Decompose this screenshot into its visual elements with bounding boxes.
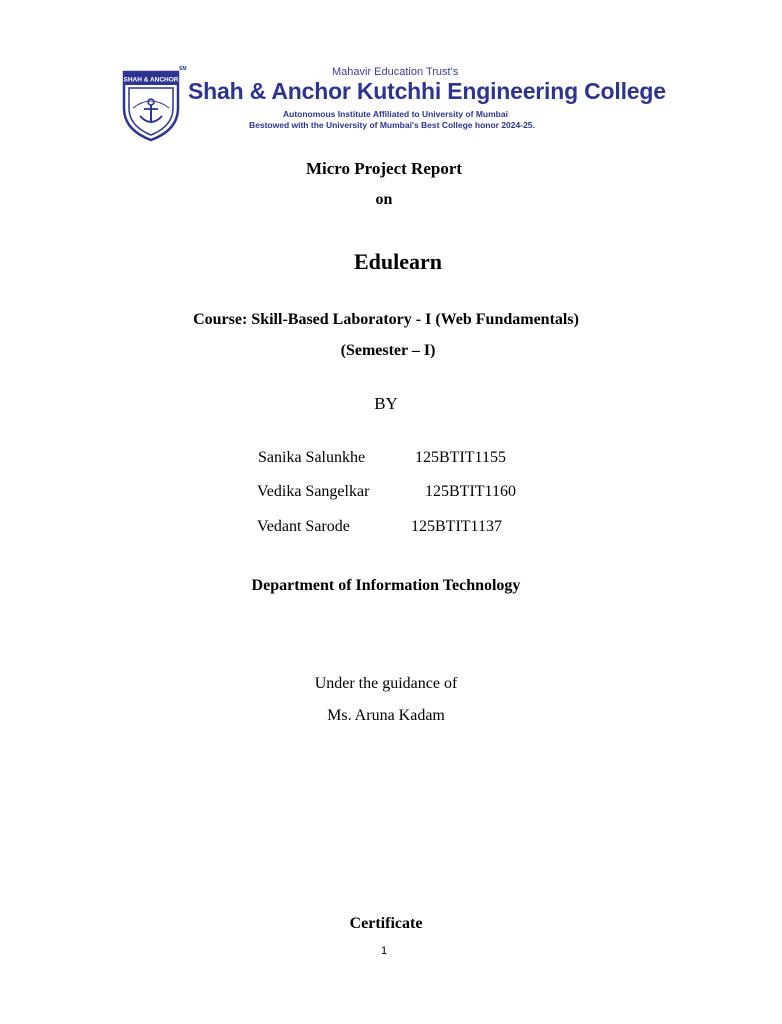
department-name: Department of Information Technology xyxy=(251,577,521,594)
project-title: Edulearn xyxy=(353,249,443,274)
crest-trademark: SM xyxy=(179,66,187,72)
crest-text: SHAH & ANCHOR xyxy=(123,76,179,84)
course-title: Course: Skill-Based Laboratory - I (Web Fundamentals) xyxy=(193,311,579,328)
member-name: Vedika Sangelkar xyxy=(257,483,370,500)
guide-name: Ms. Aruna Kadam xyxy=(327,707,445,724)
affiliation-text: Autonomous Institute Affiliated to University of Mumbai xyxy=(283,109,508,119)
certificate-heading: Certificate xyxy=(349,915,423,932)
member-id: 125BTIT1137 xyxy=(411,518,502,535)
college-crest-icon xyxy=(120,64,187,142)
member-name: Sanika Salunkhe xyxy=(258,449,366,466)
member-id: 125BTIT1160 xyxy=(425,483,516,500)
trust-name: Mahavir Education Trust's xyxy=(332,66,459,78)
member-name: Vedant Sarode xyxy=(257,518,350,535)
college-header xyxy=(118,52,666,152)
college-name: Shah & Anchor Kutchhi Engineering College xyxy=(188,78,666,104)
page-number: 1 xyxy=(380,945,388,957)
honor-text: Bestowed with the University of Mumbai's Best College honor 2024-25. xyxy=(249,120,535,130)
semester-label: (Semester – I) xyxy=(340,342,436,359)
report-on: on xyxy=(375,191,393,208)
guidance-label: Under the guidance of xyxy=(314,675,458,692)
report-heading: Micro Project Report xyxy=(305,159,463,178)
member-id: 125BTIT1155 xyxy=(415,449,506,466)
by-label: BY xyxy=(374,394,398,413)
